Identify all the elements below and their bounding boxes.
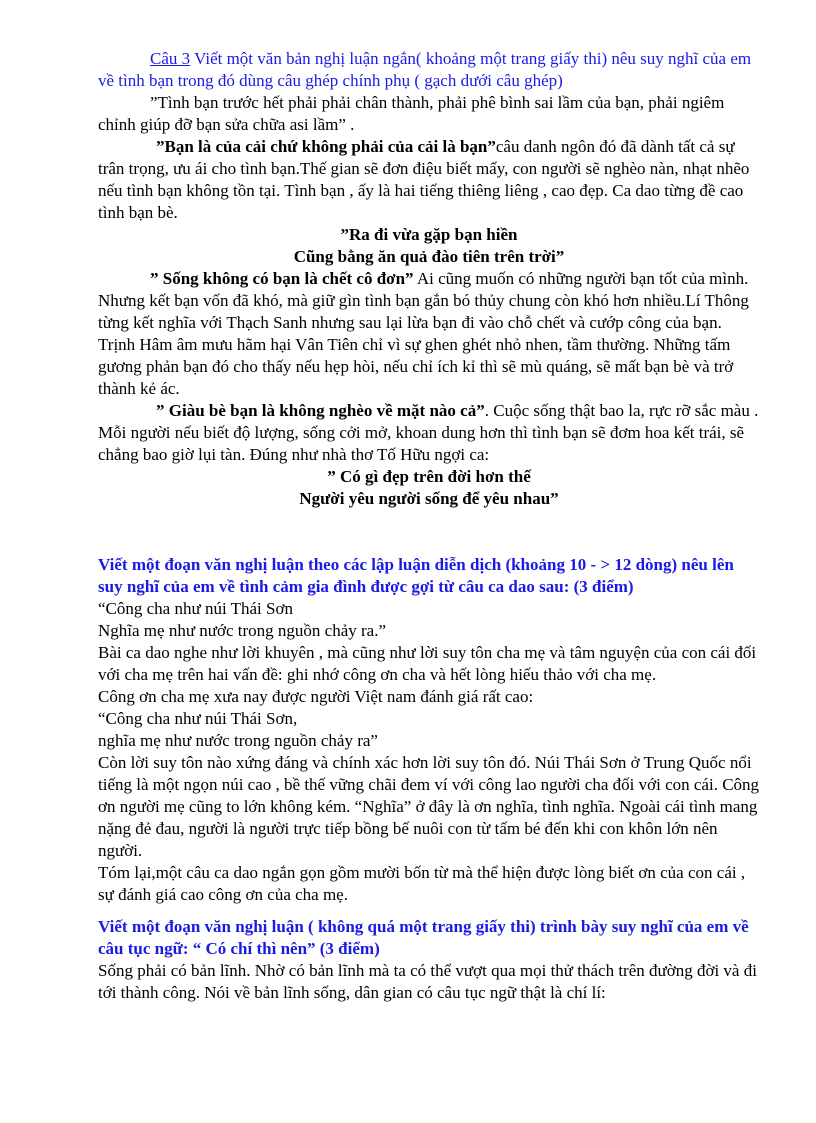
spacer (98, 510, 760, 554)
verse-1-line-2: Cũng bằng ăn quả đào tiên trên trời” (293, 247, 565, 266)
section-2-line: Còn lời suy tôn nào xứng đáng và chính xác hơn lời suy tôn đó. Núi Thái Sơn ở Trung Quốc nổi tiếng là một ngọn núi cao , bề thế vững chãi đem ví với công lao người cha đối với con cái. Công ơn người mẹ cũng to lớn không kém. “Nghĩa” ở đây là ơn nghĩa, tình nghĩa. Ngoài cái tình mang nặng đẻ đau, người là người trực tiếp bồng bế nuôi con từ tấm bé đến khi con khôn lớn nên người. (98, 753, 760, 860)
section-2-line: Tóm lại,một câu ca dao ngắn gọn gồm mười bốn từ mà thể hiện được lòng biết ơn của con cái , sự đánh giá cao công ơn của cha mẹ. (98, 863, 746, 904)
question-3-text: Viết một văn bản nghị luận ngắn( khoảng một trang giấy thi) nêu suy nghĩ của em về tình bạn trong đó dùng câu ghép chính phụ ( gạch dưới câu ghép) (98, 49, 752, 90)
section-3-body: Sống phải có bản lĩnh. Nhờ có bản lĩnh mà ta có thể vượt qua mọi thử thách trên đường đời và đi tới thành công. Nói về bản lĩnh sống, dân gian có câu tục ngữ thật là chí lí: (98, 961, 757, 1002)
verse-2-line-2: Người yêu người sống để yêu nhau” (299, 489, 559, 508)
paragraph-text: . Cuộc sống thật bao la, rực rỡ sắc màu . Mỗi người nếu biết độ lượng, sống cởi mở, khoan dung hơn thì tình bạn sẽ đơm hoa kết trái, sẽ chẳng bao giờ lụi tàn. Đúng như nhà thơ Tố Hữu ngợi ca: (98, 401, 759, 464)
question-3-prompt (98, 48, 760, 92)
quote-bold: ” Sống không có bạn là chết cô đơn” (150, 269, 414, 288)
section-2-line: Nghĩa mẹ như nước trong nguồn chảy ra.” (98, 621, 387, 640)
question-3-label: Câu 3 (150, 49, 191, 68)
quote-bold: ” Giàu bè bạn là không nghèo về mặt nào cả” (156, 401, 485, 420)
paragraph-text: Ai cũng muốn có những người bạn tốt của mình. Nhưng kết bạn vốn đã khó, mà giữ gìn tình bạn gắn bó thủy chung còn khó hơn nhiều.Lí Thông từng kết nghĩa với Thạch Sanh nhưng sau lại lừa bạn đi vào chỗ chết và cướp công của bạn. Trịnh Hâm âm mưu hãm hại Vân Tiên chỉ vì sự ghen ghét nhỏ nhen, tầm thường. Những tấm gương phản bạn đó cho thấy nếu hẹp hòi, nếu chỉ ích kỉ thì sẽ mù quáng, sẽ mất bạn bè và trở thành kẻ ác. (98, 269, 749, 398)
spacer (98, 906, 760, 916)
essay-paragraph-2 (98, 136, 760, 224)
document-page (98, 48, 760, 1004)
section-2-line: “Công cha như núi Thái Sơn (98, 599, 293, 618)
verse-2-line-1: ” Có gì đẹp trên đời hơn thế (327, 467, 531, 486)
paragraph-text: câu danh ngôn đó đã dành tất cả sự trân trọng, ưu ái cho tình bạn.Thế gian sẽ đơn điệu biết mấy, con người sẽ nghèo nàn, nhạt nhẽo nếu tình bạn không tồn tại. Tình bạn , ấy là hai tiếng thiêng liêng , cao đẹp. Ca dao từng đề cao tình bạn bè. (98, 137, 750, 222)
quote-bold: ”Bạn là của cải chứ không phải của cải là bạn” (156, 137, 496, 156)
essay-paragraph-1: ”Tình bạn trước hết phải phải chân thành, phải phê bình sai lầm của bạn, phải ngiêm chỉnh giúp đỡ bạn sửa chữa asi lầm” . (98, 93, 725, 134)
essay-paragraph-4 (98, 400, 760, 466)
section-2-line: Bài ca dao nghe như lời khuyên , mà cũng như lời suy tôn cha mẹ và tâm nguyện của con cái đối với cha mẹ trên hai vấn đề: ghi nhớ công ơn cha và hết lòng hiếu thảo với cha mẹ. (98, 643, 757, 684)
verse-1-line-1: ”Ra đi vừa gặp bạn hiền (340, 225, 518, 244)
section-2-line: Công ơn cha mẹ xưa nay được người Việt nam đánh giá rất cao: (98, 687, 534, 706)
section-2-heading: Viết một đoạn văn nghị luận theo các lập luận diễn dịch (khoảng 10 - > 12 dòng) nêu lên suy nghĩ của em về tình cảm gia đình được gợi từ câu ca dao sau: (3 điểm) (98, 555, 734, 596)
essay-paragraph-3 (98, 268, 760, 400)
section-3-heading: Viết một đoạn văn nghị luận ( không quá một trang giấy thi) trình bày suy nghĩ của em về câu tục ngữ: “ Có chí thì nên” (3 điểm) (98, 917, 749, 958)
section-2-line: “Công cha như núi Thái Sơn, (98, 709, 298, 728)
section-2-line: nghĩa mẹ như nước trong nguồn chảy ra” (98, 731, 378, 750)
